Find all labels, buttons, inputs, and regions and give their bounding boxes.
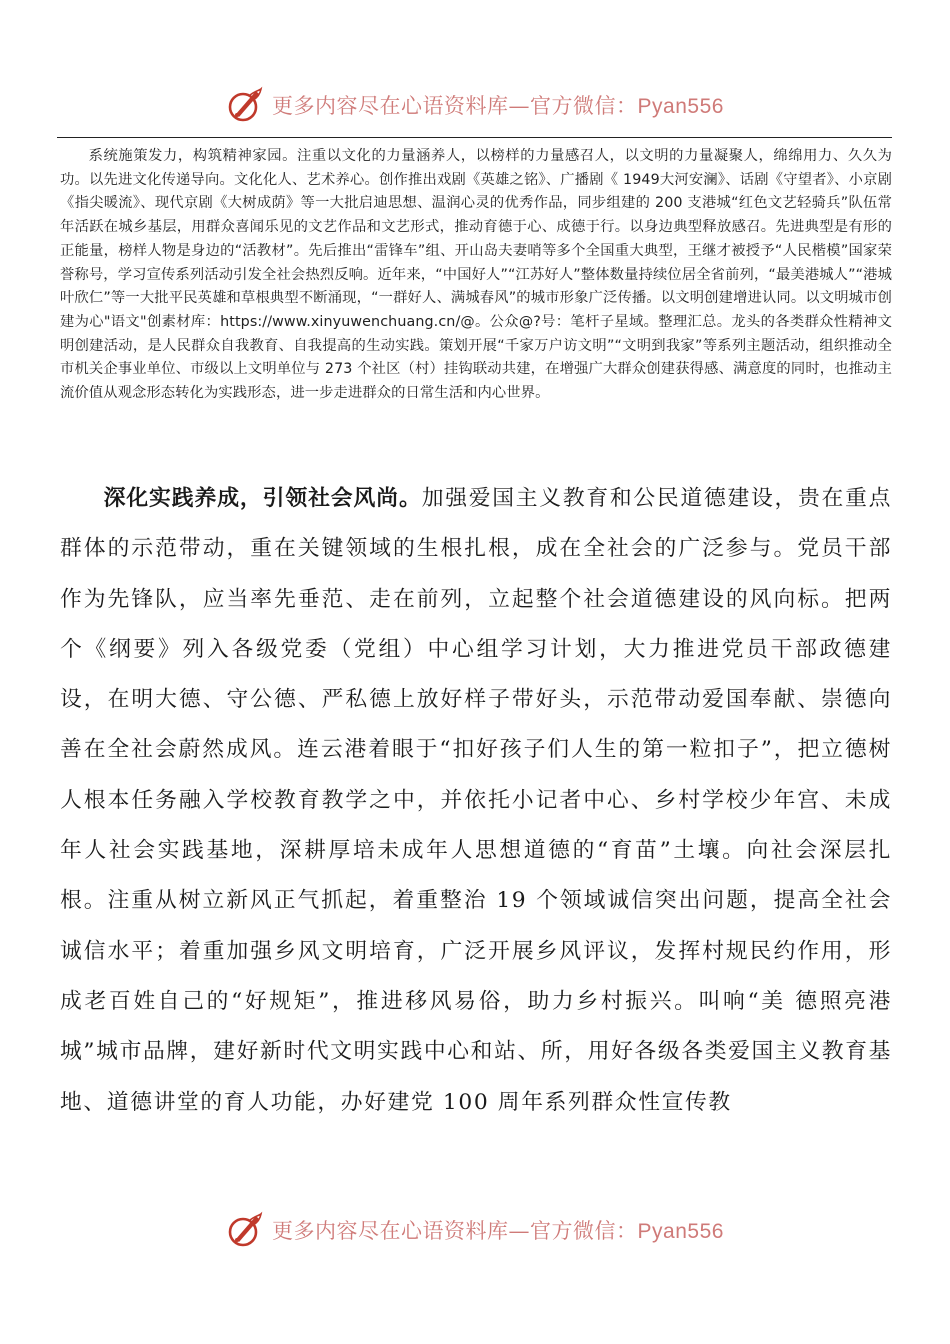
quill-logo-icon [226, 1211, 264, 1249]
footer-banner [0, 1205, 950, 1255]
body-paragraph-large [60, 474, 892, 1128]
header-banner-text: 更多内容尽在心语资料库—官方微信：Pyan556 [272, 94, 724, 118]
body-paragraph-small: 系统施策发力，构筑精神家园。注重以文化的力量涵养人，以榜样的力量感召人，以文明的力量凝聚人，绵绵用力、久久为功。以先进文化传递导向。文化化人、艺术养心。创作推出戏剧《英雄之铭》、广播剧《 1949大河安澜》、话剧《守望者》、小京剧《指尖暖流》、现代京剧《大树成荫》等一大批启迪思想、温润心灵的优秀作品，同步组建的 200 支港城“红色文艺轻骑兵”队伍常年活跃在城乡基层，用群众喜闻乐见的文艺作品和文艺形式，推动育德于心、成德于行。以身边典型释放感召。先进典型是有形的正能量，榜样人物是身边的“活教材”。先后推出“雷锋车”组、开山岛夫妻哨等多个全国重大典型，王继才被授予“人民楷模”国家荣誉称号，学习宣传系列活动引发全社会热烈反响。近年来，“中国好人”“江苏好人”整体数量持续位居全省前列，“最美港城人”“港城叶欣仁”等一大批平民英雄和草根典型不断涌现，“一群好人、满城春风”的城市形象广泛传播。以文明创建增进认同。以文明城市创建为心"语文"创素材库：https://www.xinyuwenchuang.cn/@。公众@?号：笔杆子星域。整理汇总。龙头的各类群众性精神文明创建活动，是人民群众自我教育、自我提高的生动实践。策划开展“千家万户访文明”“文明到我家”等系列主题活动，组织推动全市机关企事业单位、市级以上文明单位与 273 个社区（村）挂钩联动共建，在增强广大群众创建获得感、满意度的同时，也推动主流价值从观念形态转化为实践形态，进一步走进群众的日常生活和内心世界。 [60, 148, 892, 402]
header-banner [0, 80, 950, 130]
header-wechat-id: Pyan556 [637, 95, 724, 118]
footer-banner-text: 更多内容尽在心语资料库—官方微信：Pyan556 [272, 1219, 724, 1243]
footer-wechat-id: Pyan556 [637, 1220, 724, 1243]
quill-logo-icon [226, 86, 264, 124]
header-divider [57, 137, 892, 138]
lead-sentence: 深化实践养成，引领社会风尚。 [103, 486, 422, 511]
paragraph-large-text: 加强爱国主义教育和公民道德建设，贵在重点群体的示范带动，重在关键领域的生根扎根，成在全社会的广泛参与。党员干部作为先锋队，应当率先垂范、走在前列，立起整个社会道德建设的风向标。把两个《纲要》列入各级党委（党组）中心组学习计划，大力推进党员干部政德建设，在明大德、守公德、严私德上放好样子带好头，示范带动爱国奉献、崇德向善在全社会蔚然成风。连云港着眼于“扣好孩子们人生的第一粒扣子”，把立德树人根本任务融入学校教育教学之中，并依托小记者中心、乡村学校少年宫、未成年人社会实践基地，深耕厚培未成年人思想道德的“育苗”土壤。向社会深层扎根。注重从树立新风正气抓起，着重整治 19 个领域诚信突出问题，提高全社会诚信水平；着重加强乡风文明培育，广泛开展乡风评议，发挥村规民约作用，形成老百姓自己的“好规矩”，推进移风易俗，助力乡村振兴。叫响“美 德照亮港城”城市品牌，建好新时代文明实践中心和站、所，用好各级各类爱国主义教育基地、道德讲堂的育人功能，办好建党 100 周年系列群众性宣传教 [60, 486, 892, 1115]
